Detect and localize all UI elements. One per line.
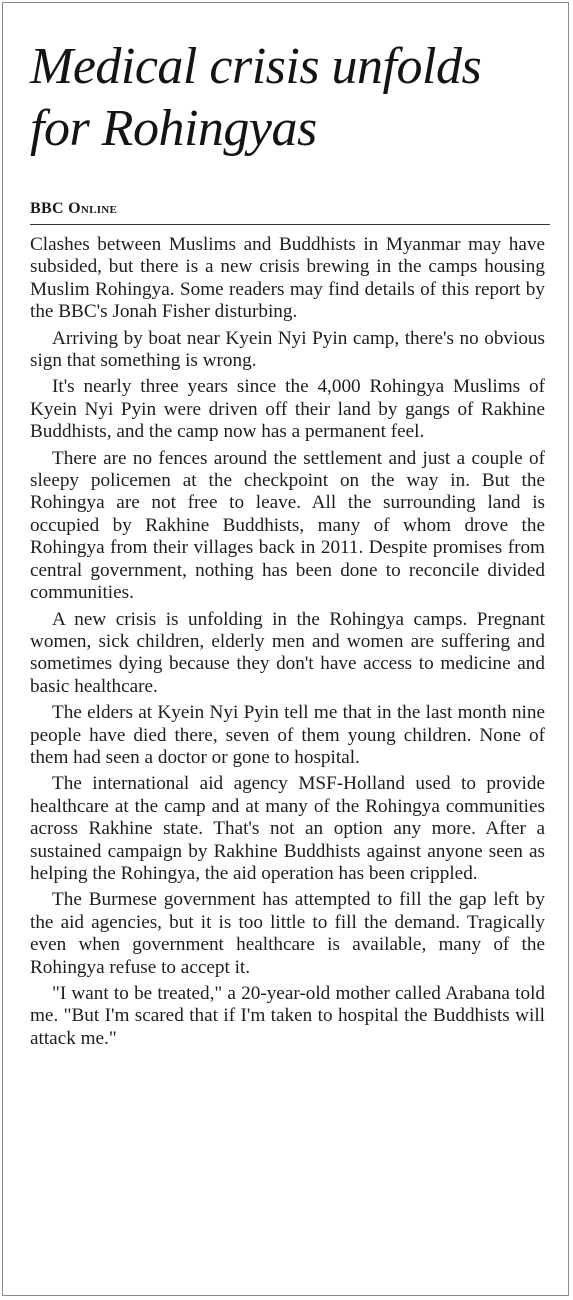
article-paragraph: It's nearly three years since the 4,000 Rohingya Muslims of Kyein Nyi Pyin were driven off their land by gangs of Rakhine Buddhists, and the camp now has a permanent feel. <box>30 376 545 443</box>
article-paragraph: The elders at Kyein Nyi Pyin tell me that in the last month nine people have died there, seven of them young children. None of them had seen a doctor or gone to hospital. <box>30 702 545 768</box>
article-paragraph: The international aid agency MSF-Holland used to provide healthcare at the camp and at many of the Rohingya communities across Rakhine state. That's not an option any more. After a sustained campaign by Rakhine Buddhists against anyone seen as helping the Rohingya, the aid operation has been crippled. <box>30 773 545 884</box>
article-paragraph: Clashes between Muslims and Buddhists in Myanmar may have subsided, but there is a new crisis brewing in the camps housing Muslim Rohingya. Some readers may find details of this report by the BBC's Jonah Fisher disturbing. <box>30 234 545 323</box>
article-source: BBC Online <box>30 200 118 217</box>
article-headline: Medical crisis unfolds for Rohingyas <box>30 38 482 157</box>
article-paragraph: A new crisis is unfolding in the Rohingya camps. Pregnant women, sick children, elderly men and women are suffering and sometimes dying because they don't have access to medicine and basic healthcare. <box>30 608 545 697</box>
article-paragraph: Arriving by boat near Kyein Nyi Pyin camp, there's no obvious sign that something is wrong. <box>30 327 545 372</box>
article-body <box>30 234 545 1054</box>
article-paragraph: "I want to be treated," a 20-year-old mother called Arabana told me. "But I'm scared that if I'm taken to hospital the Buddhists will attack me." <box>30 983 545 1049</box>
article-paragraph: The Burmese government has attempted to fill the gap left by the aid agencies, but it is too little to fill the demand. Tragically even when government healthcare is available, many of the Rohingya refuse to accept it. <box>30 889 545 978</box>
divider-rule <box>30 224 550 225</box>
article-paragraph: There are no fences around the settlement and just a couple of sleepy policemen at the checkpoint on the way in. But the Rohingya are not free to leave. All the surrounding land is occupied by Rakhine Buddhists, many of whom drove the Rohingya from their villages back in 2011. Despite promises from central government, nothing has been done to reconcile divided communities. <box>30 447 545 604</box>
